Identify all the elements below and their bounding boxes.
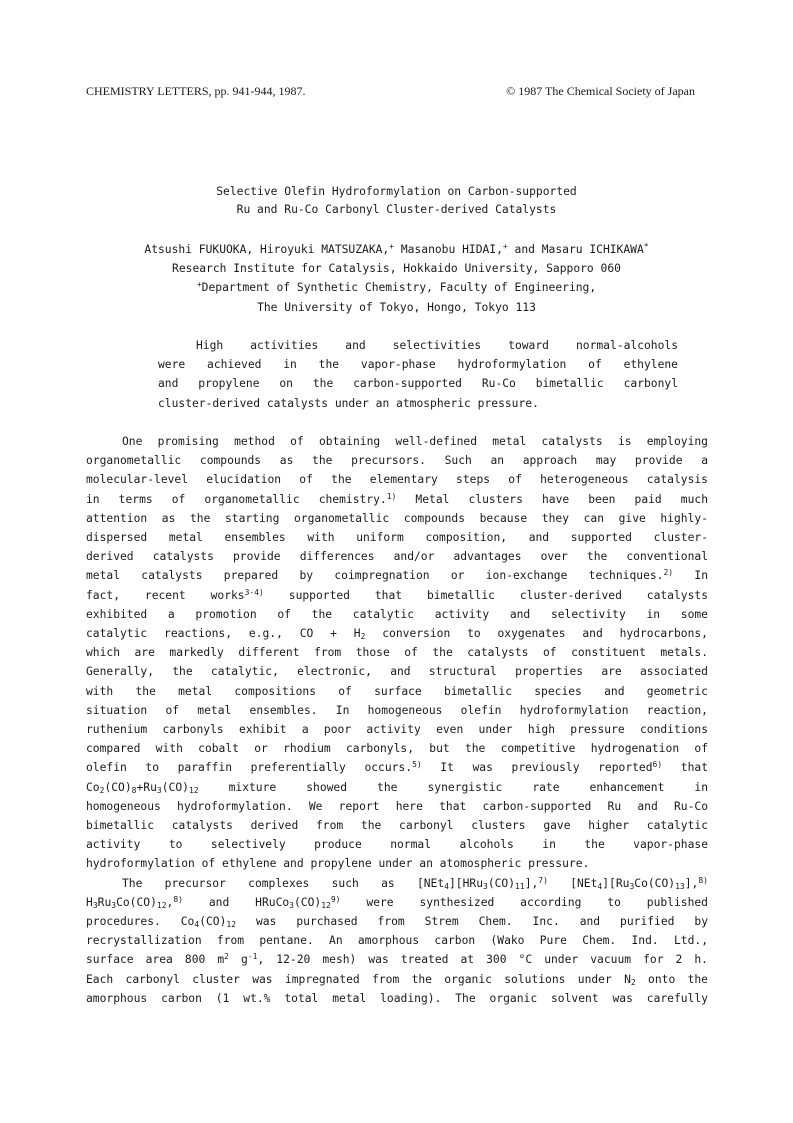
text-span: metal catalysts prepared by coimpregnation or ion-exchange techniques. [86, 569, 664, 583]
text-span: Co(CO) [634, 876, 676, 890]
text-span: conversion to oxygenates and hydrocarbons, [365, 627, 708, 641]
text-span: procedures. Co [86, 915, 195, 929]
body-text [86, 432, 708, 1008]
body-line: with the metal compositions of surface bimetallic species and geometric [86, 684, 708, 698]
affiliation: Research Institute for Catalysis, Hokkaido University, Sapporo 060 [172, 262, 621, 276]
subscript: 3 [92, 900, 98, 910]
body-line: bimetallic catalysts derived from the carbonyl clusters gave higher catalytic [86, 819, 708, 833]
body-line: derived catalysts provide differences and/or advantages over the conventional [86, 550, 708, 564]
subscript: 12 [156, 900, 167, 910]
text-span: Co(CO) [116, 895, 157, 909]
body-line: dispersed metal ensembles with uniform composition, and supported cluster- [86, 531, 708, 545]
title-line: Selective Olefin Hydroformylation on Carbon-supported [216, 185, 577, 198]
text-span: was purchased from Strem Chem. Inc. and purified by [236, 915, 709, 929]
reference-mark: 6) [652, 760, 663, 770]
reference-mark: 2) [663, 568, 674, 578]
subscript: 4 [444, 881, 449, 891]
subscript: 12 [321, 900, 331, 910]
text-span: H [86, 895, 93, 909]
text-span: that [662, 761, 708, 775]
body-line [86, 624, 708, 643]
text-span: , [166, 895, 174, 909]
author-text: Atsushi FUKUOKA, Hiroyuki MATSUZAKA, [144, 243, 390, 256]
body-line: ruthenium carbonyls exhibit a poor activity even under high pressure conditions [86, 723, 708, 737]
subscript: 4 [597, 881, 603, 891]
body-line [86, 586, 708, 605]
abstract-line: High activities and selectivities toward normal-alcohols [196, 339, 678, 352]
body-line [86, 893, 708, 912]
text-span: Metal clusters have been paid much [396, 492, 708, 506]
text-span: ], [684, 876, 699, 890]
subscript: 12 [188, 785, 199, 795]
text-span: fact, recent works [86, 588, 245, 602]
title-line: Ru and Ru-Co Carbonyl Cluster-derived Catalysts [236, 203, 557, 216]
body-line: attention as the starting organometallic compounds because they can give highly- [86, 511, 708, 525]
affiliation-text: Department of Synthetic Chemistry, Faculty of Engineering, [201, 281, 597, 295]
author-text: and Masaru ICHIKAWA [507, 243, 644, 256]
body-line: hydroformylation of ethylene and propylene under an atomospheric pressure. [86, 857, 590, 871]
abstract [158, 336, 678, 413]
affiliation-mark: + [389, 242, 395, 251]
body-line [86, 758, 708, 777]
text-span: +Ru [136, 780, 157, 794]
affiliation-mark: + [502, 242, 508, 251]
text-span: The precursor complexes such as [NEt [122, 876, 445, 890]
abstract-line: and propylene on the carbon-supported Ru-Co bimetallic carbonyl [158, 377, 678, 391]
corresponding-mark: * [643, 242, 649, 251]
journal-citation: CHEMISTRY LETTERS, pp. 941-944, 1987. [86, 84, 306, 98]
affiliation-mark: + [196, 280, 202, 290]
body-line: molecular-level elucidation of the elementary steps of heterogeneous catalysis [86, 473, 708, 487]
body-line: homogeneous hydroformylation. We report here that carbon-supported Ru and Ru-Co [86, 799, 708, 813]
subscript: 2 [630, 977, 636, 987]
body-line: Generally, the catalytic, electronic, and structural properties are associated [86, 665, 708, 679]
text-span: supported that bimetallic cluster-derived catalysts [263, 588, 708, 602]
subscript: 8 [131, 785, 137, 795]
text-span: (CO) [294, 895, 322, 909]
subscript: 2 [99, 785, 105, 795]
text-span: olefin to paraffin preferentially occurs. [86, 761, 413, 775]
text-span: (CO) [104, 780, 132, 794]
subscript: 3 [629, 881, 635, 891]
author-list [0, 240, 793, 259]
body-line: situation of metal ensembles. In homogeneous olefin hydroformylation reaction, [86, 703, 708, 717]
superscript: 2 [224, 952, 229, 962]
reference-mark: 5) [412, 760, 422, 770]
subscript: 3 [111, 900, 117, 910]
text-span: were synthesized according to published [340, 895, 708, 909]
body-line: activity to selectively produce normal alcohols in the vapor-phase [86, 838, 708, 852]
subscript: 12 [226, 920, 237, 930]
text-span: g [228, 953, 248, 967]
subscript: 2 [360, 632, 366, 642]
text-span: In [673, 569, 708, 583]
text-span: [NEt [547, 876, 598, 890]
affiliation [0, 278, 793, 297]
text-span: Each carbonyl cluster was impregnated from the organic solutions under N [86, 972, 631, 986]
text-span: , 12-20 mesh) was treated at 300 °C under vacuum for 2 h. [257, 953, 708, 967]
author-text: Masanobu HIDAI, [394, 243, 503, 256]
text-span: catalytic reactions, e.g., CO + H [86, 627, 361, 641]
paper-title [0, 183, 793, 219]
body-line: recrystallization from pentane. An amorphous carbon (Wako Pure Chem. Ind. Ltd., [86, 934, 708, 948]
subscript: 3 [483, 881, 488, 891]
text-span: and HRuCo [182, 895, 290, 909]
text-span: Ru [97, 895, 112, 909]
abstract-line: were achieved in the vapor-phase hydroformylation of ethylene [158, 358, 678, 372]
text-span: ], [524, 876, 539, 890]
text-span: surface area 800 m [86, 953, 225, 967]
text-span: onto the [635, 972, 708, 986]
body-line: exhibited a promotion of the catalytic activity and selectivity in some [86, 607, 708, 621]
text-span: in terms of organometallic chemistry. [86, 492, 387, 506]
body-line: which are markedly different from those of the catalysts of constituent metals. [86, 646, 708, 660]
text-span: mixture showed the synergistic rate enhancement in [198, 780, 708, 794]
text-span: ][Ru [602, 876, 630, 890]
reference-mark: 3-4) [244, 587, 264, 597]
body-line: compared with cobalt or rhodium carbonyls, but the competitive hydrogenation of [86, 742, 708, 756]
subscript: 11 [515, 881, 525, 891]
text-span: (CO) [199, 915, 227, 929]
text-span: (CO) [487, 876, 516, 890]
abstract-line: cluster-derived catalysts under an atmospheric pressure. [158, 396, 539, 410]
reference-mark: 1) [386, 491, 397, 501]
body-line [86, 778, 708, 797]
body-line [86, 490, 708, 509]
author-block [0, 240, 793, 317]
body-line [86, 950, 708, 969]
subscript: 13 [675, 881, 685, 891]
reference-mark: 8) [698, 875, 708, 885]
subscript: 3 [156, 785, 162, 795]
reference-mark: 7) [538, 875, 548, 885]
body-line: organometallic compounds as the precursors. Such an approach may provide a [86, 454, 708, 468]
superscript: -1 [247, 952, 258, 962]
body-line [86, 970, 708, 989]
subscript: 3 [289, 900, 294, 910]
subscript: 4 [194, 920, 200, 930]
body-line [86, 874, 708, 893]
body-line: One promising method of obtaining well-defined metal catalysts is employing [122, 435, 708, 448]
text-span: It was previously reported [421, 761, 653, 775]
affiliation: The University of Tokyo, Hongo, Tokyo 113 [257, 300, 536, 314]
body-line [86, 912, 708, 931]
body-line [86, 566, 708, 585]
copyright-notice: © 1987 The Chemical Society of Japan [506, 84, 695, 98]
text-span: ][HRu [448, 876, 483, 890]
reference-mark: 9) [330, 894, 341, 904]
reference-mark: 8) [173, 894, 183, 904]
body-line: amorphous carbon (1 wt.% total metal loading). The organic solvent was carefully [86, 991, 708, 1005]
text-span: Co [86, 780, 100, 794]
text-span: (CO) [161, 780, 189, 794]
